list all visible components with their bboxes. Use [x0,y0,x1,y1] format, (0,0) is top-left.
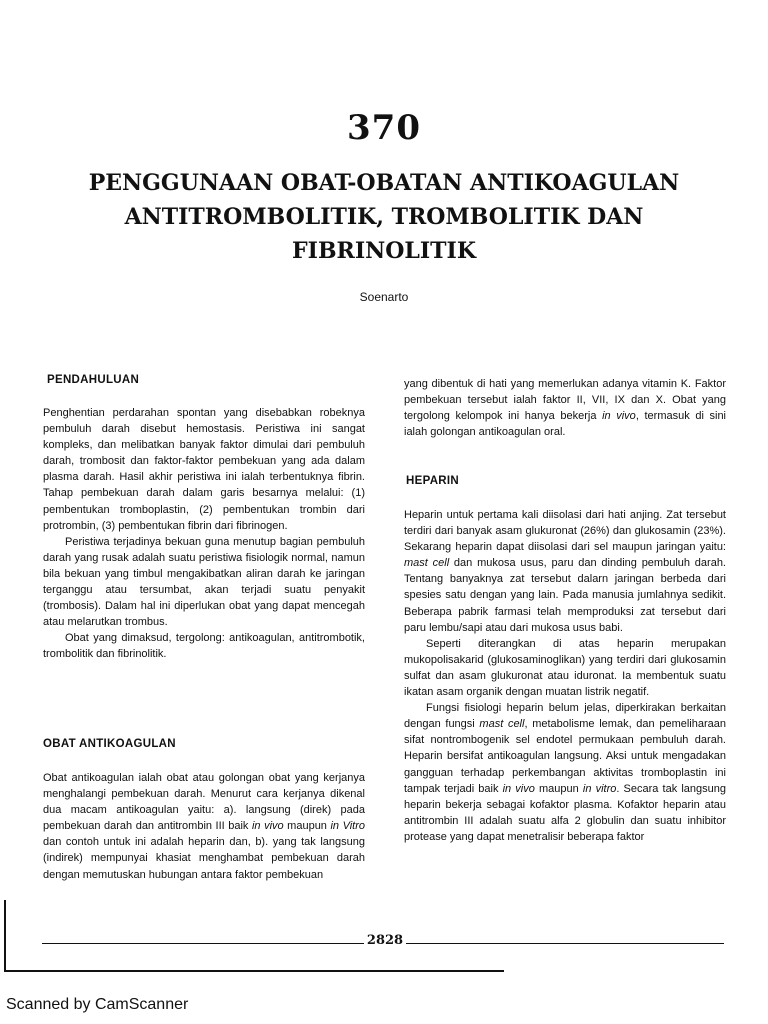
heparin-section-body [404,507,726,845]
paragraph: Obat yang dimaksud, tergolong: antikoagulan, antitrombotik, trombolitik dan fibrinolitik. [43,632,365,661]
paragraph: Heparin untuk pertama kali diisolasi dari hati anjing. Zat tersebut terdiri dari banyak asam glukuronat (26%) dan glukosamin (23%). Sekarang heparin dapat diisolasi dari sel maupun jaringan yaitu: mast cell dan mukosa usus, paru dan dinding pembuluh darah. Tentang banyaknya zat tersebut dalarn jaringan berbeda dari spesies satu dengan yang lain. Pada manusia jumlahnya sedikit. Beberapa pabrik farmasi telah memproduksi zat tersebut dari paru lembu/sapi atau dari mukosa usus babi. [404,509,726,634]
section-heading-obat-antikoagulan: OBAT ANTIKOAGULAN [43,738,176,750]
chapter-title-line: ANTITROMBOLITIK, TROMBOLITIK DAN [124,204,644,230]
chapter-number: 370 [347,108,421,148]
intro-section-body [43,405,365,663]
chapter-title [50,166,718,268]
section-heading-heparin: HEPARIN [406,475,460,487]
page-number: 2828 [366,933,404,948]
paragraph: Peristiwa terjadinya bekuan guna menutup bagian pembuluh darah yang rusak adalah suatu peristiwa fisiologik normal, namun bila bekuan yang timbul mengakibatkan aliran darah ke jaringan terganggu atau tersumbat, akan terjadi suatu penyakit (trombosis). Dalam hal ini diperlukan obat yang dapat mencegah atau melarutkan trombus. [43,535,365,629]
paragraph: Penghentian perdarahan spontan yang disebabkan robeknya pembuluh darah disebut hemostasis. Peristiwa ini sangat kompleks, dan melibatkan banyak faktor dimulai dari pembuluh darah, trombosit dan faktor-faktor pembekuan yang ada dalam plasma darah. Hasil akhir peristiwa ini ialah terbentuknya fibrin. Tahap pembekuan darah dalam garis besarnya melalui: (1) pembentukan tromboplastin, (2) pembentukan trombin dari protrombin, (3) pembentukan fibrin dari fibrinogen. [43,407,365,532]
chapter-title-line: FIBRINOLITIK [292,238,476,264]
paragraph: yang dibentuk di hati yang memerlukan adanya vitamin K. Faktor pembekuan tersebut ialah faktor II, VII, IX dan X. Obat yang tergolong kelompok ini hanya bekerja in vivo, termasuk di sini ialah golongan antikoagulan oral. [404,378,727,439]
page-edge-border [4,970,504,972]
chapter-title-line: PENGGUNAAN OBAT-OBATAN ANTIKOAGULAN [88,170,680,196]
antikoagulan-section-body [43,770,365,883]
continued-paragraph [404,376,726,440]
author-name: Soenarto [359,290,409,304]
section-heading-pendahuluan: PENDAHULUAN [47,374,140,386]
paragraph: Seperti diterangkan di atas heparin merupakan mukopolisakarid (glukosaminoglikan) yang terdiri dari glukosamin sulfat dan asam glukuronat atau iduronat. Ia membentuk suatu ikatan asam organik dengan muatan listrik negatif. [404,637,726,699]
page-edge-border [4,900,6,972]
paragraph: Fungsi fisiologi heparin belum jelas, diperkirakan berkaitan dengan fungsi mast cell, metabolisme lemak, dan pemeliharaan sifat nontrombogenik sel endotel permukaan pembuluh darah. Heparin bersifat antikoagulan langsung. Aksi untuk mengadakan gangguan terhadap perkembangan aktivitas tromboplastin ini tampak terjadi baik in vivo maupun in vitro. Secara tak langsung heparin bekerja sebagai kofaktor plasma. Kofaktor heparin atau antitrombin III adalah suatu alfa 2 globulin dan suatu inhibitor protease yang dapat menetralisir beberapa faktor [404,702,726,843]
paragraph: Obat antikoagulan ialah obat atau golongan obat yang kerjanya menghalangi pembekuan darah. Menurut cara kerjanya dikenal dua macam antikoagulan yaitu: a). langsung (direk) pada pembekuan darah dan antitrombin III baik in vivo maupun in Vitro dan contoh untuk ini adalah heparin dan, b). yang tak langsung (indirek) mempunyai khasiat menghambat pembekuan darah dengan memutuskan hubungan antara faktor pembekuan [43,772,365,881]
footer-rule [406,943,724,944]
scanner-watermark: Scanned by CamScanner [6,996,189,1013]
footer-rule [42,943,364,944]
